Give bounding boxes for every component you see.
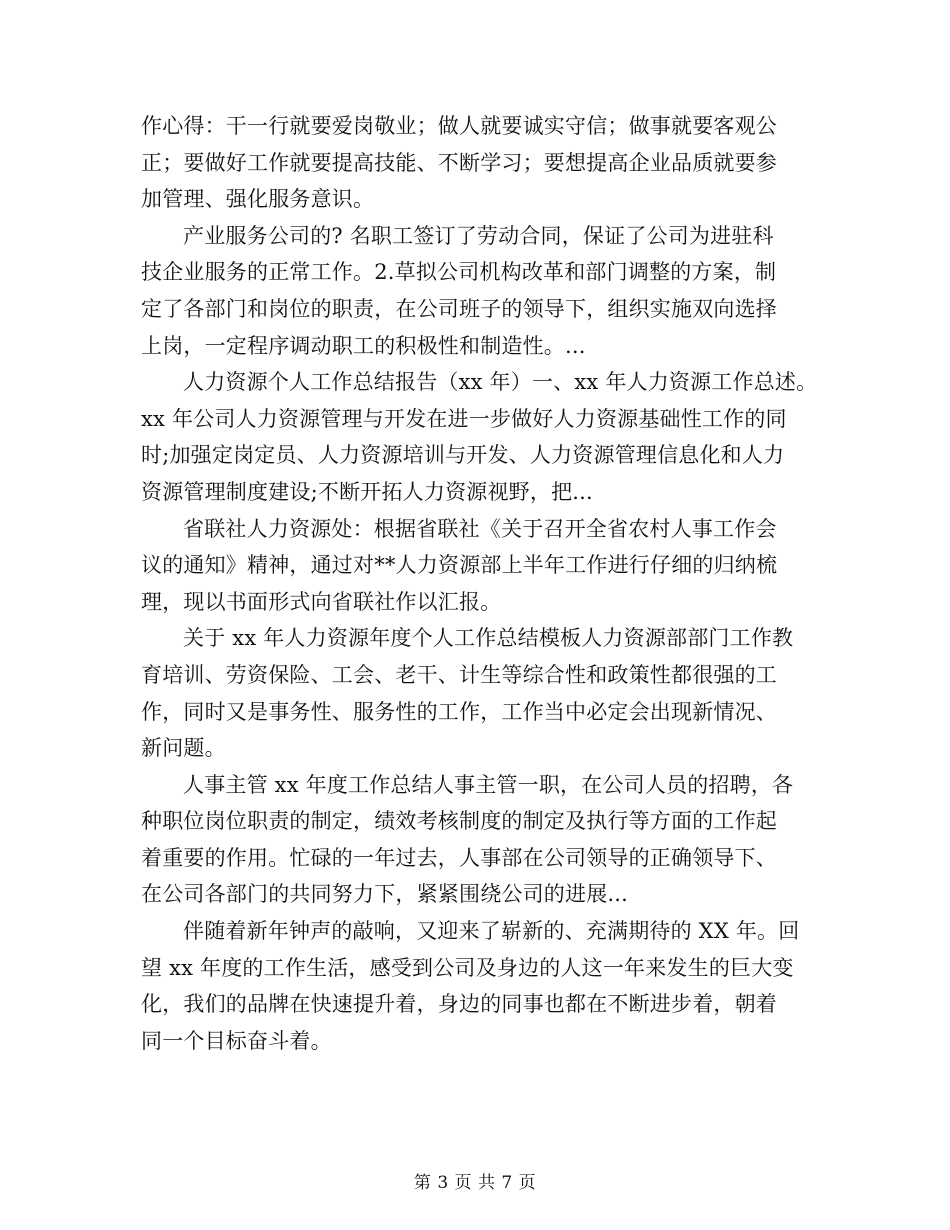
page-number: 第 3 页 共 7 页 <box>413 1173 537 1193</box>
text-line: 在公司各部门的共同努力下，紧紧围绕公司的进展... <box>141 882 629 907</box>
text-line: 化，我们的品牌在快速提升着，身边的同事也都在不断进步着，朝着 <box>141 992 777 1017</box>
text-line: 正；要做好工作就要提高技能、不断学习；要想提高企业品质就要参 <box>141 150 777 175</box>
text-line: 省联社人力资源处：根据省联社《关于召开全省农村人事工作会 <box>183 516 777 541</box>
text-line: 关于 xx 年人力资源年度个人工作总结模板人力资源部部门工作教 <box>183 626 794 651</box>
paragraph-5 <box>141 620 811 766</box>
text-line: 上岗，一定程序调动职工的积极性和制造性。... <box>141 333 586 358</box>
page-footer <box>0 1171 950 1195</box>
text-line: 同一个目标奋斗着。 <box>141 1028 332 1053</box>
text-line: 理，现以书面形式向省联社作以汇报。 <box>141 589 502 614</box>
paragraph-1 <box>141 108 811 218</box>
text-line: 望 xx 年度的工作生活，感受到公司及身边的人这一年来发生的巨大变 <box>141 955 794 980</box>
text-line: 议的通知》精神，通过对**人力资源部上半年工作进行仔细的归纳梳 <box>141 553 778 578</box>
text-line: 伴随着新年钟声的敲响，又迎来了崭新的、充满期待的 XX 年。回 <box>183 919 800 944</box>
text-line: 新问题。 <box>141 736 226 761</box>
text-line: 育培训、劳资保险、工会、老干、计生等综合性和政策性都很强的工 <box>141 662 777 687</box>
text-line: 时;加强定岗定员、人力资源培训与开发、人力资源管理信息化和人力 <box>141 443 785 468</box>
text-line: 着重要的作用。忙碌的一年过去，人事部在公司领导的正确领导下、 <box>141 845 777 870</box>
document-body <box>141 108 818 1059</box>
text-line: 人力资源个人工作总结报告（xx 年）一、xx 年人力资源工作总述。 <box>183 370 818 395</box>
paragraph-3 <box>141 364 818 510</box>
text-line: xx 年公司人力资源管理与开发在进一步做好人力资源基础性工作的同 <box>141 406 787 431</box>
text-line: 定了各部门和岗位的职责，在公司班子的领导下，组织实施双向选择 <box>141 296 777 321</box>
paragraph-2 <box>141 218 811 364</box>
paragraph-6 <box>141 767 811 913</box>
text-line: 作心得：干一行就要爱岗敬业；做人就要诚实守信；做事就要客观公 <box>141 114 777 138</box>
text-line: 资源管理制度建设;不断开拓人力资源视野，把... <box>141 479 593 504</box>
text-line: 种职位岗位职责的制定，绩效考核制度的制定及执行等方面的工作起 <box>141 809 777 834</box>
paragraph-7 <box>141 913 811 1059</box>
paragraph-4 <box>141 511 811 621</box>
text-line: 加管理、强化服务意识。 <box>141 187 375 212</box>
text-line: 技企业服务的正常工作。2.草拟公司机构改革和部门调整的方案，制 <box>141 260 777 285</box>
text-line: 人事主管 xx 年度工作总结人事主管一职，在公司人员的招聘，各 <box>183 772 794 797</box>
text-line: 产业服务公司的? 名职工签订了劳动合同，保证了公司为进驻科 <box>183 223 774 248</box>
text-line: 作，同时又是事务性、服务性的工作，工作当中必定会出现新情况、 <box>141 699 777 724</box>
